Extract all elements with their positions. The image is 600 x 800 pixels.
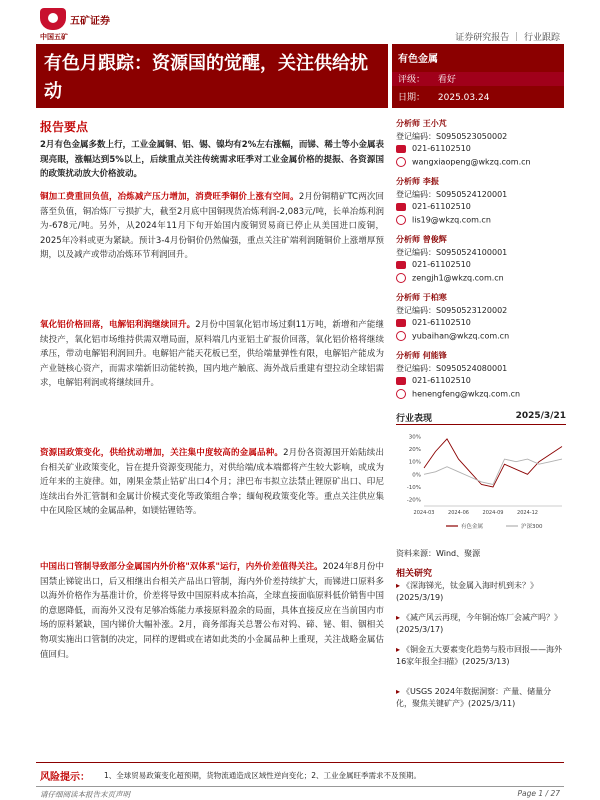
paragraph-policy-body: 2月份各资源国开始陆续出台相关矿业政策变化，旨在提升资源变现能力，对供给端/成本端都将产生较大影响，或成为近年来的主旋律。如，刚果金禁止钴矿出口4个月；津巴布韦拟立法禁止锂原矿出口、印尼连续出台外汇管制和金属计价模式变化等政策组合拳；缅甸税政策变化等。重点关注供应集中在风险区域的金属品种，如镁钴锂锆等。 — [40, 448, 384, 517]
rating-label: 评级： — [398, 75, 426, 85]
analyst-card — [396, 176, 566, 228]
paragraph-aluminum-head: 氧化铝价格回落，电解铝利润继续回升。 — [40, 320, 196, 330]
analyst-email[interactable]: zengjh1@wkzq.com.cn — [412, 273, 504, 283]
industry-performance-chart — [396, 410, 566, 536]
bullet-icon: ▸ — [396, 645, 401, 654]
analyst-reg: 登记编码：S0950524080001 — [396, 364, 508, 373]
analyst-email-row[interactable] — [396, 389, 566, 402]
chart-date: 2025/3/21 — [515, 411, 566, 421]
series-line — [424, 459, 562, 484]
analyst-phone-row — [396, 260, 566, 273]
analyst-email[interactable]: lis19@wkzq.com.cn — [412, 215, 491, 225]
paragraph-export-body: 2024年8月份中国禁止锑锭出口，后又相继出台相关产品出口管制，海内外价差持续扩大，而锑进口原料多以海外价格作为基准计价，价差将导致中国原料成本抬高，全球直接面临原料低价销售中国的意愿降低，而海外又没有足够冶炼能力承接原料盈余的局面，具体直接反应在当前国内市场的原料紧缺，国内锑价大幅补涨。2月，商务部海关总署公布对钨、碲、铋、钼、铟相关物项实施出口管制的决定，同样的逻辑或在诸如此类的小金属品种上重现，关注战略金属估值回归。 — [40, 562, 384, 660]
sector-name: 有色金属 — [398, 54, 438, 65]
related-item[interactable] — [396, 580, 566, 604]
email-icon — [396, 273, 406, 283]
paragraph-export-head: 中国出口管制导致部分金属国内外价格"双体系"运行，内外价差值得关注。 — [40, 562, 323, 572]
paragraph-aluminum-body: 2月份中国氧化铝市场过剩11万吨，新增和产能继续投产，氧化铝市场维持供需双增局面，原料端几内亚铝土矿报价回落，氧化铝价格将继续承压，带动电解铝利润回升。电解铝产能天花板已至，供给端量弹性有限，电解铝产能成为产业链核心资产，而需求端新旧动能转换，国内地产触底、海外战后重建有望拉动全球铝需求，电解铝利润或将继续回升。 — [40, 320, 384, 389]
y-tick-label: -20% — [406, 497, 421, 504]
phone-icon — [396, 319, 406, 327]
report-type: 证券研究报告 ｜ 行业跟踪 — [455, 33, 560, 43]
analyst-email[interactable]: yubaihan@wkzq.com.cn — [412, 331, 510, 341]
bullet-icon: ▸ — [396, 581, 401, 590]
bullet-icon: ▸ — [396, 613, 401, 622]
analyst-reg: 登记编码：S0950524100001 — [396, 248, 508, 257]
x-tick-label: 2024-03 — [413, 510, 435, 516]
analyst-reg: 登记编码：S0950523050002 — [396, 132, 508, 141]
analyst-phone: 021-61102510 — [412, 318, 471, 327]
chart-source: 资料来源：Wind、聚源 — [396, 549, 481, 558]
sector-panel — [392, 44, 564, 108]
related-item[interactable] — [396, 612, 566, 636]
date-row — [392, 90, 564, 104]
analyst-phone: 021-61102510 — [412, 202, 471, 211]
analyst-email-row[interactable] — [396, 331, 566, 344]
title-banner — [36, 44, 388, 108]
related-item-text[interactable]: 《减产风云再现，今年铜冶炼厂会减产吗？》(2025/3/17) — [396, 613, 563, 634]
y-tick-label: -10% — [406, 485, 421, 491]
logo-parent-text: 中国五矿 — [40, 33, 68, 41]
paragraph-aluminum — [40, 318, 384, 391]
y-tick-label: 0% — [412, 472, 421, 479]
page-number: Page 1 / 27 — [517, 789, 560, 798]
email-icon — [396, 215, 406, 225]
analyst-phone: 021-61102510 — [412, 376, 471, 385]
analyst-card — [396, 118, 566, 170]
related-item-text[interactable]: 《深海锑光，钛金属入海时机到未？》(2025/3/19) — [396, 581, 539, 602]
paragraph-copper-head: 铜加工费重回负值，冶炼减产压力增加，消费旺季铜价上涨有空间。 — [40, 192, 299, 202]
legend-label: 有色金属 — [461, 524, 484, 530]
footer-disclaimer: 请仔细阅读本报告末页声明 — [40, 790, 130, 799]
chart-svg — [396, 426, 566, 536]
related-heading: 相关研究 — [396, 569, 433, 579]
x-tick-label: 2024-12 — [517, 510, 538, 516]
analyst-name: 分析师 王小芃 — [396, 119, 447, 128]
related-item[interactable] — [396, 686, 566, 710]
phone-icon — [396, 261, 406, 269]
bottom-divider — [36, 762, 564, 763]
date-label: 日期： — [398, 93, 426, 103]
phone-icon — [396, 203, 406, 211]
report-title: 有色月跟踪：资源国的觉醒，关注供给扰动 — [44, 53, 368, 102]
analyst-email-row[interactable] — [396, 157, 566, 170]
analyst-phone: 021-61102510 — [412, 144, 471, 153]
y-tick-label: 10% — [408, 459, 421, 466]
footer-divider — [36, 786, 564, 787]
phone-icon — [396, 377, 406, 385]
analyst-email[interactable]: wangxiaopeng@wkzq.com.cn — [412, 157, 531, 167]
logo-shield-icon — [40, 8, 66, 30]
risk-label: 风险提示： — [40, 772, 90, 783]
email-icon — [396, 389, 406, 399]
analyst-email-row[interactable] — [396, 215, 566, 228]
paragraph-copper — [40, 190, 384, 263]
email-icon — [396, 331, 406, 341]
chart-header — [396, 410, 566, 425]
analyst-reg: 登记编码：S0950523120002 — [396, 306, 508, 315]
y-tick-label: 30% — [408, 434, 421, 441]
analyst-name: 分析师 何能锋 — [396, 351, 447, 360]
analyst-phone-row — [396, 376, 566, 389]
bullet-icon: ▸ — [396, 687, 401, 696]
analyst-card — [396, 234, 566, 286]
related-item-text[interactable]: 《USGS 2024年数据洞察：产量、储量分化，聚焦关键矿产》(2025/3/11) — [396, 687, 552, 708]
logo-brand-text: 五矿证券 — [70, 16, 110, 27]
analyst-name: 分析师 曾俊辉 — [396, 235, 447, 244]
series-line — [424, 439, 562, 487]
rating-value: 看好 — [437, 75, 456, 85]
summary-heading: 报告要点 — [40, 120, 89, 134]
x-tick-label: 2024-06 — [448, 510, 469, 516]
paragraph-policy-head: 资源国政策变化，供给扰动增加，关注集中度较高的金属品种。 — [40, 448, 284, 458]
paragraph-export — [40, 560, 384, 662]
analyst-phone-row — [396, 202, 566, 215]
date-value: 2025.03.24 — [437, 93, 490, 103]
summary-intro: 2月有色金属多数上行，工业金属铜、铝、锡、镍均有2%左右涨幅，而锑、稀土等小金属表现亮眼，涨幅达到5%以上，后续重点关注传统需求旺季对工业金属价格的提振、各资源国的政策扰动放大价格波动。 — [40, 140, 384, 180]
paragraph-policy — [40, 446, 384, 519]
related-item[interactable] — [396, 644, 566, 668]
analyst-phone: 021-61102510 — [412, 260, 471, 269]
legend-label: 沪深300 — [521, 524, 543, 530]
chart-heading: 行业表现 — [396, 414, 433, 424]
y-tick-label: 20% — [408, 447, 421, 453]
email-icon — [396, 157, 406, 167]
analyst-reg: 登记编码：S0950524120001 — [396, 190, 508, 199]
company-logo — [40, 8, 150, 40]
analyst-name: 分析师 李振 — [396, 177, 439, 186]
x-tick-label: 2024-09 — [482, 510, 504, 516]
rating-row — [392, 72, 564, 86]
analyst-email[interactable]: henengfeng@wkzq.com.cn — [412, 389, 521, 399]
analyst-phone-row — [396, 144, 566, 157]
phone-icon — [396, 145, 406, 153]
analyst-email-row[interactable] — [396, 273, 566, 286]
analyst-name: 分析师 于柏寒 — [396, 293, 447, 302]
analyst-card — [396, 350, 566, 402]
analyst-phone-row — [396, 318, 566, 331]
related-item-text[interactable]: 《铜金五大要素变化趋势与股市回报——海外16家年报全扫描》(2025/3/13) — [396, 645, 563, 666]
risk-text: 1、全球贸易政策变化超预期，货物流通造成区域性逆向变化；2、工业金属旺季需求不及预期。 — [104, 771, 422, 780]
paragraph-copper-body: 2月份铜精矿TC两次回落至负值，铜冶炼厂亏损扩大，截至2月底中国铜现货冶炼利润-2,083元/吨，长单冶炼利润为-678元/吨。另外，从2024年11月下旬开始国内废铜贸易商已停止从美国进口废铜，2025年冷料或更为紧缺。预计3-4月份铜价仍然偏强，重点关注矿端利润随铜价上涨增厚预期，以及减产或带动冶炼环节利润回升。 — [40, 192, 384, 261]
analyst-card — [396, 292, 566, 344]
